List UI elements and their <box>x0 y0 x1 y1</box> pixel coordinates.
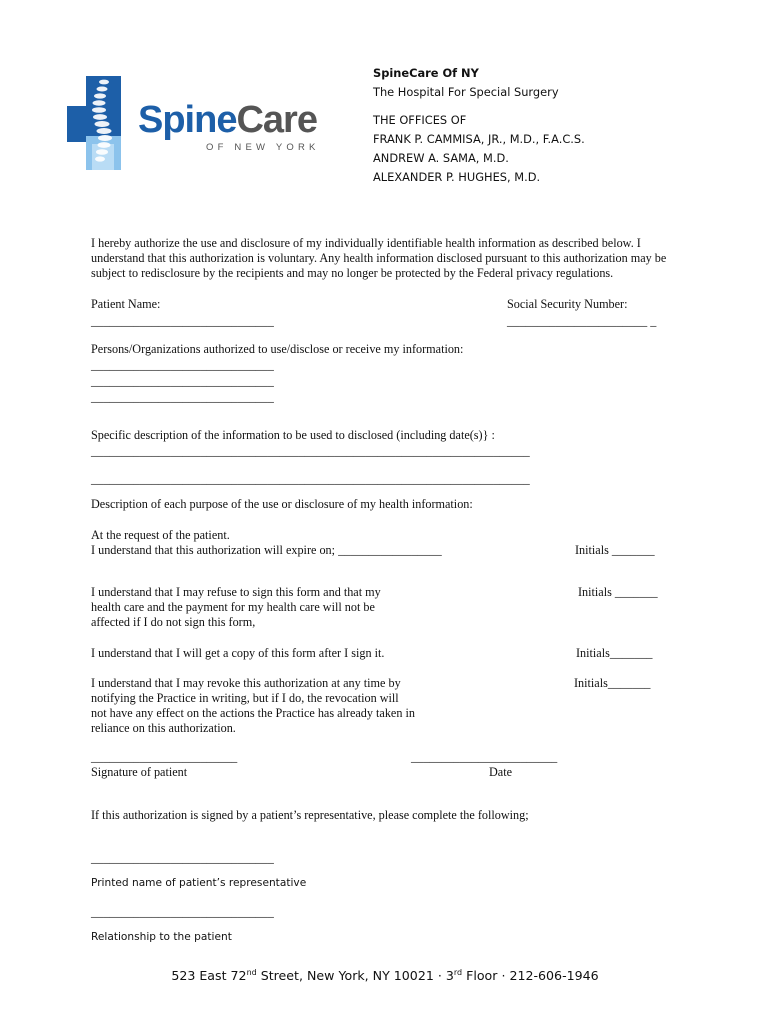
org-name: SpineCare Of NY <box>373 66 479 80</box>
revoke-text: not have any effect on the actions the Practice has already taken in <box>91 706 415 720</box>
rep-name-label: Printed name of patient’s representative <box>91 877 307 889</box>
signature-label: Signature of patient <box>91 765 188 779</box>
offices-label: THE OFFICES OF <box>373 113 467 127</box>
rep-name-field[interactable]: ______________________________ <box>91 851 274 865</box>
revoke-text: reliance on this authorization. <box>91 721 236 735</box>
relationship-label: Relationship to the patient <box>91 931 232 943</box>
initials-field[interactable]: Initials _______ <box>575 543 655 557</box>
initials-field[interactable]: Initials_______ <box>574 676 651 690</box>
spinecare-logo <box>64 70 334 180</box>
ssn-label: Social Security Number: <box>507 297 628 311</box>
patient-name-label: Patient Name: <box>91 297 161 311</box>
refuse-text: I understand that I may refuse to sign this form and that my <box>91 585 381 599</box>
date-label: Date <box>489 765 513 779</box>
signature-field[interactable]: ________________________ <box>91 750 238 764</box>
initials-field[interactable]: Initials _______ <box>578 585 658 599</box>
spine-logo-graphic <box>64 70 334 180</box>
doctor-name: ALEXANDER P. HUGHES, M.D. <box>373 170 541 184</box>
ssn-field[interactable]: _______________________ _ <box>507 314 657 328</box>
persons-field[interactable]: ______________________________ <box>91 358 274 372</box>
specific-description-label: Specific description of the information to be used to disclosed (including date(s)} : <box>91 428 495 442</box>
purpose-label: Description of each purpose of the use or disclosure of my health information: <box>91 497 473 511</box>
persons-field[interactable]: ______________________________ <box>91 390 274 404</box>
refuse-text: affected if I do not sign this form, <box>91 615 256 629</box>
relationship-field[interactable]: ______________________________ <box>91 905 274 919</box>
request-text: At the request of the patient. <box>91 528 230 542</box>
representative-text: If this authorization is signed by a patient’s representative, please complete the following; <box>91 808 529 822</box>
persons-field[interactable]: ______________________________ <box>91 374 274 388</box>
revoke-text: notifying the Practice in writing, but if I do, the revocation will <box>91 691 399 705</box>
specific-description-field[interactable]: ________________________________________________________________________ <box>91 444 530 458</box>
patient-name-field[interactable]: ______________________________ <box>91 314 274 328</box>
initials-field[interactable]: Initials_______ <box>576 646 653 660</box>
revoke-text: I understand that I may revoke this authorization at any time by <box>91 676 401 690</box>
doctor-name: FRANK P. CAMMISA, JR., M.D., F.A.C.S. <box>373 132 585 146</box>
svg-text:SpineCare: SpineCare <box>138 99 317 141</box>
doctor-name: ANDREW A. SAMA, M.D. <box>373 151 509 165</box>
persons-label: Persons/Organizations authorized to use/disclose or receive my information: <box>91 342 464 356</box>
refuse-text: health care and the payment for my health care will not be <box>91 600 375 614</box>
date-field[interactable]: ________________________ <box>411 750 558 764</box>
hospital-name: The Hospital For Special Surgery <box>373 85 559 99</box>
logo-tagline: OF NEW YORK <box>206 142 320 153</box>
letterhead <box>373 64 585 187</box>
copy-text: I understand that I will get a copy of this form after I sign it. <box>91 646 385 660</box>
expire-text[interactable]: I understand that this authorization will expire on; _________________ <box>91 543 442 557</box>
specific-description-field[interactable]: ________________________________________________________________________ <box>91 472 530 486</box>
authorization-intro: I hereby authorize the use and disclosure of my individually identifiable health information as described below. I understand that this authorization is voluntary. Any health information disclosed pursuant to this authorization may be subject to redisclosure by the recipients and may no longer be protected by the Federal privacy regulations. <box>91 236 667 280</box>
footer-address: 523 East 72nd Street, New York, NY 10021 · 3rd Floor · 212-606-1946 <box>171 967 599 983</box>
